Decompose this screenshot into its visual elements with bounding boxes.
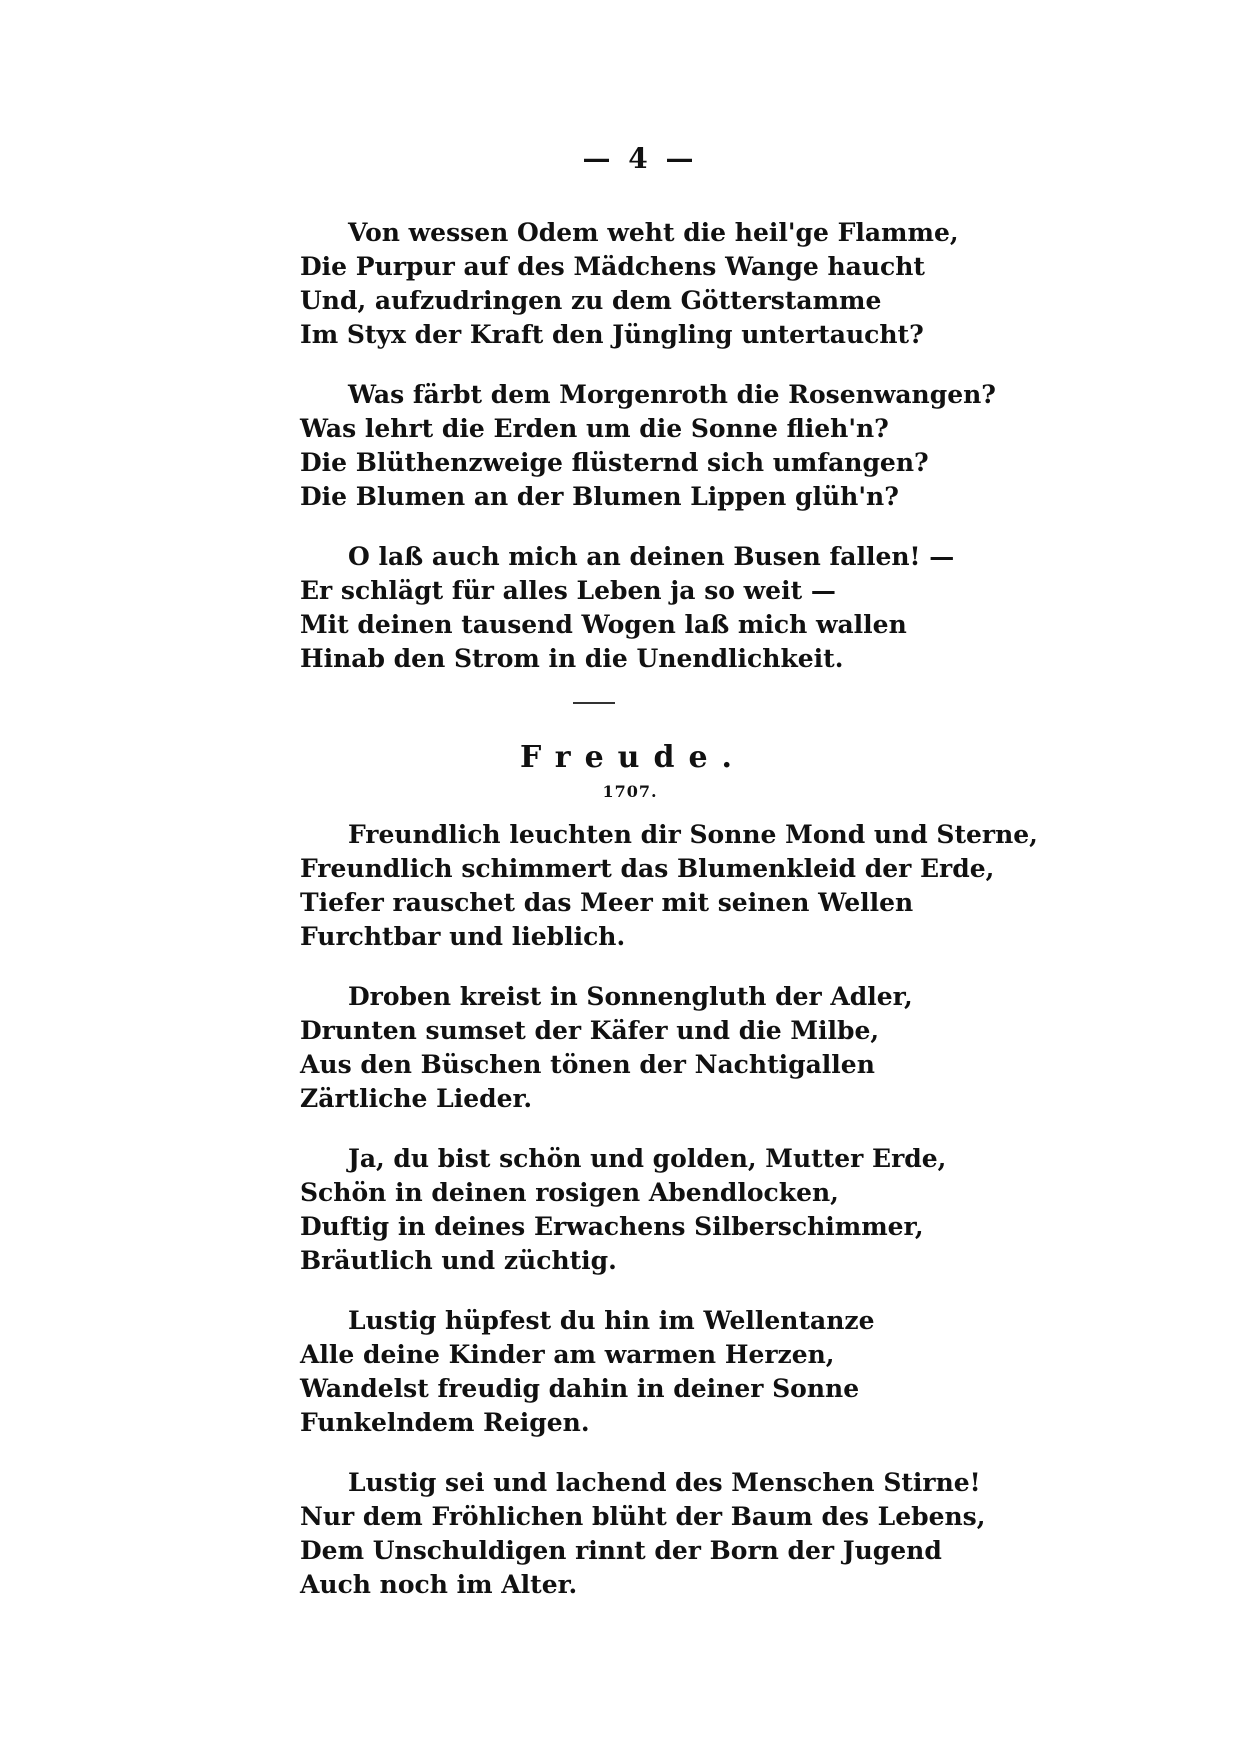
verse-line: Was färbt dem Morgenroth die Rosenwangen? [348, 380, 996, 409]
poem1-stanza-2 [300, 378, 996, 514]
page-number: — 4 — [582, 142, 698, 175]
verse-line: Aus den Büschen tönen der Nachtigallen [300, 1050, 875, 1079]
poem2-stanza-4 [300, 1304, 940, 1440]
verse-line: Lustig sei und lachend des Menschen Stirne! [348, 1468, 981, 1497]
poem2-stanza-2 [300, 980, 940, 1116]
verse-line: Zärtliche Lieder. [300, 1084, 533, 1113]
poem1-stanza-3 [300, 540, 955, 676]
verse-line: Und, aufzudringen zu dem Götterstamme [300, 286, 882, 315]
verse-line: Dem Unschuldigen rinnt der Born der Jugend [300, 1536, 942, 1565]
verse-line: Freundlich leuchten dir Sonne Mond und Sterne, [348, 820, 1038, 849]
verse-line: Ja, du bist schön und golden, Mutter Erde, [348, 1144, 947, 1173]
section-divider [573, 702, 615, 704]
poem-title: Freude. [520, 740, 746, 775]
verse-line: Nur dem Fröhlichen blüht der Baum des Lebens, [300, 1502, 986, 1531]
verse-line: Wandelst freudig dahin in deiner Sonne [300, 1374, 860, 1403]
verse-line: Alle deine Kinder am warmen Herzen, [300, 1340, 835, 1369]
poem2-stanza-1 [300, 818, 1038, 954]
verse-line: Mit deinen tausend Wogen laß mich wallen [300, 610, 907, 639]
verse-line: Droben kreist in Sonnengluth der Adler, [348, 982, 913, 1011]
poem1-stanza-1 [300, 216, 959, 352]
verse-line: Hinab den Strom in die Unendlichkeit. [300, 644, 844, 673]
verse-line: Furchtbar und lieblich. [300, 922, 626, 951]
verse-line: Von wessen Odem weht die heil'ge Flamme, [348, 218, 959, 247]
verse-line: Auch noch im Alter. [300, 1570, 578, 1599]
verse-line: Freundlich schimmert das Blumenkleid der Erde, [300, 854, 995, 883]
verse-line: Bräutlich und züchtig. [300, 1246, 617, 1275]
verse-line: Er schlägt für alles Leben ja so weit — [300, 576, 836, 605]
verse-line: Funkelndem Reigen. [300, 1408, 590, 1437]
verse-line: O laß auch mich an deinen Busen fallen! — [348, 542, 955, 571]
poem2-stanza-5 [300, 1466, 986, 1602]
verse-line: Lustig hüpfest du hin im Wellentanze [348, 1306, 875, 1335]
verse-line: Duftig in deines Erwachens Silberschimmer, [300, 1212, 924, 1241]
verse-line: Die Purpur auf des Mädchens Wange haucht [300, 252, 925, 281]
poem-year: 1707. [602, 782, 658, 801]
verse-line: Die Blüthenzweige flüsternd sich umfangen? [300, 448, 929, 477]
verse-line: Im Styx der Kraft den Jüngling untertaucht? [300, 320, 924, 349]
verse-line: Tiefer rauschet das Meer mit seinen Wellen [300, 888, 914, 917]
verse-line: Was lehrt die Erden um die Sonne flieh'n? [300, 414, 889, 443]
verse-line: Die Blumen an der Blumen Lippen glüh'n? [300, 482, 899, 511]
verse-line: Drunten sumset der Käfer und die Milbe, [300, 1016, 880, 1045]
verse-line: Schön in deinen rosigen Abendlocken, [300, 1178, 839, 1207]
poem2-stanza-3 [300, 1142, 947, 1278]
